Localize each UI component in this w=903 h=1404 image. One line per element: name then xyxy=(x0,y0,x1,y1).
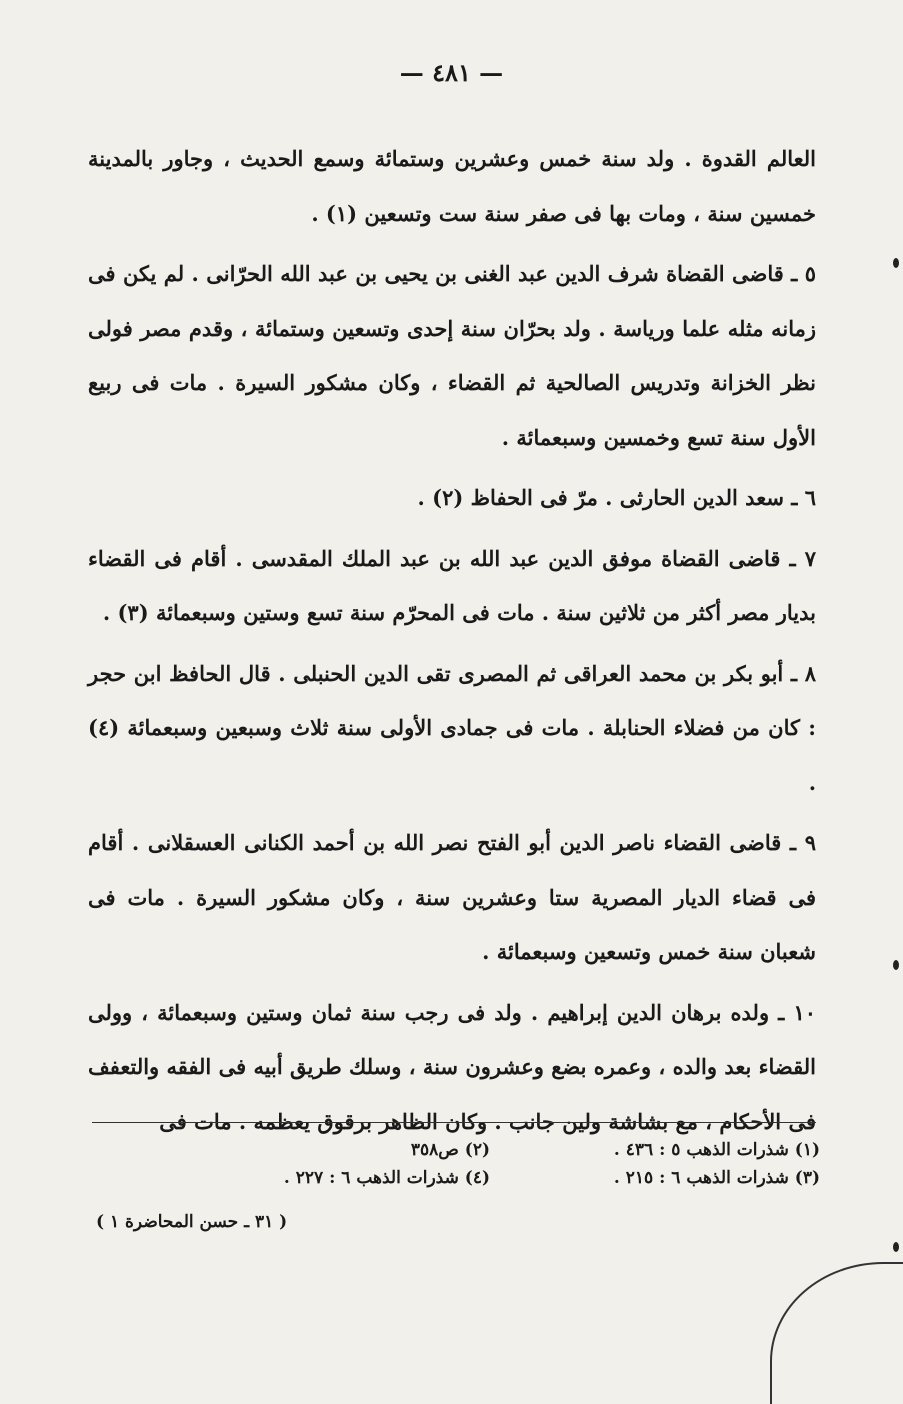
page-number: — ٤٨١ — xyxy=(399,58,504,87)
scan-speck xyxy=(893,258,899,268)
body-text xyxy=(88,132,816,1155)
paragraph-entry-6: ٦ ـ سعد الدين الحارثى . مرّ فى الحفاظ (٢) . xyxy=(417,485,816,510)
paragraph-entry-8: ٨ ـ أبو بكر بن محمد العراقى ثم المصرى تقى الدين الحنبلى . قال الحافظ ابن حجر : كان من فضلاء الحنابلة . مات فى جمادى الأولى سنة ثلاث وسبعين وسبعمائة (٤) . xyxy=(88,660,816,795)
paragraph-entry-9: ٩ ـ قاضى القضاء ناصر الدين أبو الفتح نصر الله بن أحمد الكنانى العسقلانى . أقام فى قضاء الديار المصرية ستا وعشرين سنة ، وكان مشكور السيرة . مات فى شعبان سنة خمس وتسعين وسبعمائة . xyxy=(88,830,816,964)
paragraph-entry-5: ٥ ـ قاضى القضاة شرف الدين عبد الغنى بن يحيى بن عبد الله الحرّانى . لم يكن فى زمانه مثله علما ورياسة . ولد بحرّان سنة إحدى وتسعين وستمائة ، وقدم مصر فولى نظر الخزانة وتدريس الصالحية ثم القضاء ، وكان مشكور السيرة . مات فى ربيع الأول سنة تسع وخمسين وسبعمائة . xyxy=(88,261,816,450)
scan-speck xyxy=(893,1242,899,1252)
footnote-2: (٢) ص٣٥٨ xyxy=(410,1140,490,1160)
footnote-3: (٣) شذرات الذهب ٦ : ٢١٥ . xyxy=(613,1168,820,1188)
printer-signature: ( ٣١ ـ حسن المحاضرة ١ ) xyxy=(96,1212,288,1232)
footnote-divider xyxy=(92,1122,816,1123)
paragraph-continuation: العالم القدوة . ولد سنة خمس وعشرين وستمائة وسمع الحديث ، وجاور بالمدينة خمسين سنة ، ومات بها فى صفر سنة ست وتسعين (١) . xyxy=(88,146,816,226)
scan-speck xyxy=(893,960,899,970)
footnote-row xyxy=(180,1164,820,1192)
page-curl-mark xyxy=(770,1262,903,1404)
footnote-1: (١) شذرات الذهب ٥ : ٤٣٦ . xyxy=(613,1140,820,1160)
footnotes xyxy=(180,1136,820,1192)
footnote-4: (٤) شذرات الذهب ٦ : ٢٢٧ . xyxy=(283,1168,490,1188)
footnote-row xyxy=(180,1136,820,1164)
paragraph-entry-7: ٧ ـ قاضى القضاة موفق الدين عبد الله بن عبد الملك المقدسى . أقام فى القضاء بديار مصر أكثر من ثلاثين سنة . مات فى المحرّم سنة تسع وستين وسبعمائة (٣) . xyxy=(88,545,816,625)
paragraph-entry-10: ١٠ ـ ولده برهان الدين إبراهيم . ولد فى رجب سنة ثمان وستين وسبعمائة ، وولى القضاء بعد والده ، وعمره بضع وعشرون سنة ، وسلك طريق أبيه فى الفقه والتعفف فى الأحكام ، مع بشاشة ولين جانب . وكان الظاهر برقوق يعظمه . مات فى xyxy=(88,999,816,1134)
